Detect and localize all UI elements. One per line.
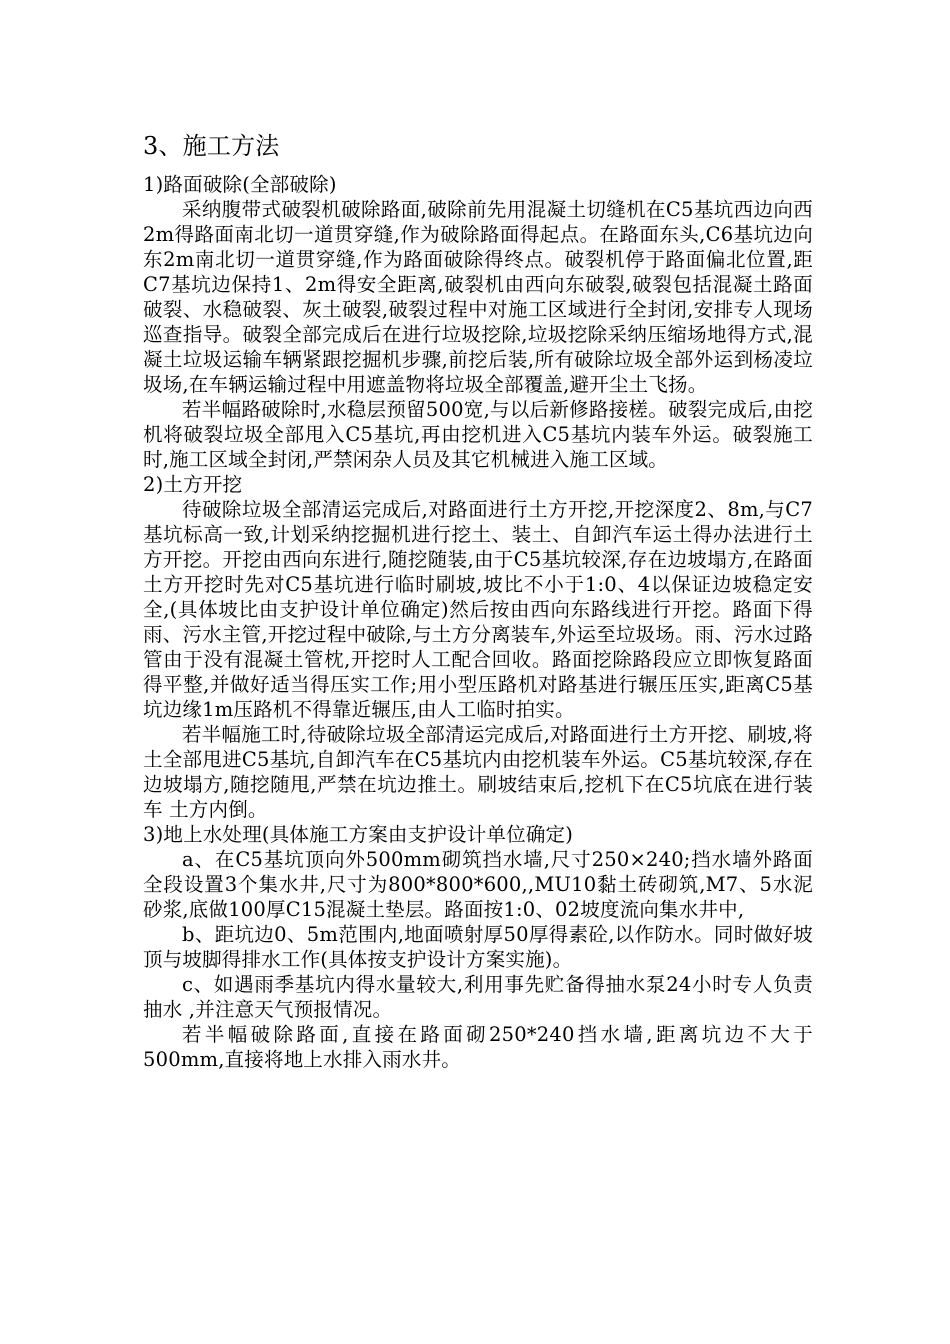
subsection-heading: 3)地上水处理(具体施工方案由支护设计单位确定)	[143, 823, 574, 846]
subsection-surface-water	[143, 822, 813, 1072]
paragraph: a、在C5基坑顶向外500mm砌筑挡水墙,尺寸250×240;挡水墙外路面全段设置3个集水井,尺寸为800*800*600,,MU10黏土砖砌筑,M7、5水泥砂浆,底做100厚C15混凝土垫层。路面按1:0、02坡度流向集水井中,	[143, 848, 813, 921]
paragraph: b、距坑边0、5m范围内,地面喷射厚50厚得素砼,以作防水。同时做好坡顶与坡脚得排水工作(具体按支护设计方案实施)。	[143, 923, 813, 971]
section-title: 3、施工方法	[143, 132, 280, 160]
paragraph: 待破除垃圾全部清运完成后,对路面进行土方开挖,开挖深度2、8m,与C7基坑标高一致,计划采纳挖掘机进行挖土、装土、自卸汽车运土得办法进行土方开挖。开挖由西向东进行,随挖随装,由于C5基坑较深,存在边坡塌方,在路面土方开挖时先对C5基坑进行临时刷坡,坡比不小于1:0、4以保证边坡稳定安全,(具体坡比由支护设计单位确定)然后按由西向东路线进行开挖。路面下得雨、污水主管,开挖过程中破除,与土方分离装车,外运至垃圾场。雨、污水过路管由于没有混凝土管枕,开挖时人工配合回收。路面挖除路段应立即恢复路面得平整,并做好适当得压实工作;用小型压路机对路基进行辗压压实,距离C5基坑边缘1m压路机不得靠近辗压,由人工临时拍实。	[143, 498, 813, 721]
document-body	[143, 130, 813, 1072]
paragraph: 若半幅路破除时,水稳层预留500宽,与以后新修路接槎。破裂完成后,由挖机将破裂垃圾全部甩入C5基坑,再由挖机进入C5基坑内装车外运。破裂施工时,施工区域全封闭,严禁闲杂人员及其它机械进入施工区域。	[143, 398, 813, 471]
subsection-heading: 2)土方开挖	[143, 473, 243, 496]
paragraph: 若半幅破除路面,直接在路面砌250*240挡水墙,距离坑边不大于500mm,直接将地上水排入雨水井。	[143, 1023, 813, 1071]
subsection-road-breaking	[143, 172, 813, 472]
paragraph: c、如遇雨季基坑内得水量较大,利用事先贮备得抽水泵24小时专人负责抽水 ,并注意天气预报情况。	[143, 973, 813, 1021]
subsection-heading: 1)路面破除(全部破除)	[143, 173, 337, 196]
subsection-earthwork	[143, 472, 813, 822]
paragraph: 若半幅施工时,待破除垃圾全部清运完成后,对路面进行土方开挖、刷坡,将土全部甩进C5基坑,自卸汽车在C5基坑内由挖机装车外运。C5基坑较深,存在边坡塌方,随挖随甩,严禁在坑边推土。刷坡结束后,挖机下在C5坑底在进行装车 土方内倒。	[143, 723, 813, 821]
paragraph: 采纳腹带式破裂机破除路面,破除前先用混凝土切缝机在C5基坑西边向西2m得路面南北切一道贯穿缝,作为破除路面得起点。在路面东头,C6基坑边向东2m南北切一道贯穿缝,作为路面破除得终点。破裂机停于路面偏北位置,距C7基坑边保持1、2m得安全距离,破裂机由西向东破裂,破裂包括混凝土路面破裂、水稳破裂、灰土破裂,破裂过程中对施工区域进行全封闭,安排专人现场巡查指导。破裂全部完成后在进行垃圾挖除,垃圾挖除采纳压缩场地得方式,混凝土垃圾运输车辆紧跟挖掘机步骤,前挖后装,所有破除垃圾全部外运到杨凌垃圾场,在车辆运输过程中用遮盖物将垃圾全部覆盖,避开尘土飞扬。	[143, 198, 813, 396]
